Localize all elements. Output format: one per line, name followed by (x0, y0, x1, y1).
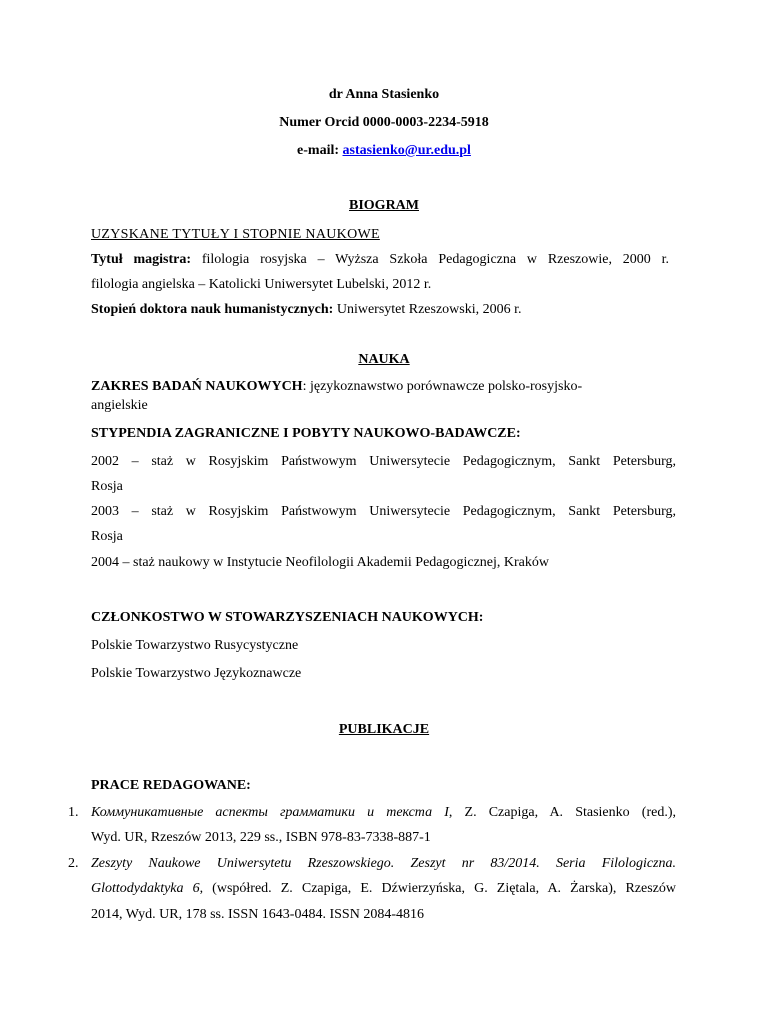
orcid-number: Numer Orcid 0000-0003-2234-5918 (279, 115, 489, 130)
membership-item-1: Polskie Towarzystwo Rusycystyczne (91, 638, 299, 653)
edited-works-heading: PRACE REDAGOWANE: (91, 778, 251, 793)
membership-item-2: Polskie Towarzystwo Językoznawcze (91, 666, 302, 681)
research-line-1 (91, 378, 676, 395)
doctor-value: Uniwersytet Rzeszowski, 2006 r. (336, 302, 522, 317)
research-line-2: angielskie (91, 398, 148, 413)
doctor-label: Stopień doktora nauk humanistycznych: (91, 302, 334, 317)
publication-2-line-2 (91, 880, 676, 897)
publikacje-heading: PUBLIKACJE (338, 722, 430, 737)
publication-2-line-3: 2014, Wyd. UR, 178 ss. ISSN 1643-0484. ISSN 2084-4816 (91, 907, 424, 922)
membership-heading: CZŁONKOSTWO W STOWARZYSZENIACH NAUKOWYCH: (91, 610, 484, 625)
magister-line-1 (91, 251, 669, 268)
publication-1-details: , Z. Czapiga, A. Stasienko (red.), (448, 805, 676, 820)
magister-value-1: filologia rosyjska – Wyższa Szkoła Pedagogiczna w Rzeszowie, 2000 r. (201, 252, 670, 267)
stipend-item-1-line-1: 2002 – staż w Rosyjskim Państwowym Uniwersytecie Pedagogicznym, Sankt Petersburg, (91, 454, 676, 469)
magister-label: Tytuł magistra: (91, 252, 191, 267)
publication-2-number: 2. (68, 856, 79, 871)
publication-2-title-part-2: Glottodydaktyka 6 (91, 881, 200, 896)
email-link[interactable]: astasienko@ur.edu.pl (342, 143, 471, 158)
publication-1-line-1 (91, 804, 676, 821)
research-value-1: : językoznawstwo porównawcze polsko-rosyjsko- (302, 379, 583, 394)
email-label: e-mail: (297, 143, 340, 158)
stipend-item-1-line-2: Rosja (91, 479, 123, 494)
publication-2-title: Zeszyty Naukowe Uniwersytetu Rzeszowskiego. Zeszyt nr 83/2014. Seria Filologiczna. (91, 856, 676, 871)
author-name: dr Anna Stasienko (328, 87, 440, 102)
stipends-heading: STYPENDIA ZAGRANICZNE I POBYTY NAUKOWO-BADAWCZE: (91, 426, 521, 441)
stipend-item-2-line-2: Rosja (91, 529, 123, 544)
magister-line-2: filologia angielska – Katolicki Uniwersytet Lubelski, 2012 r. (91, 277, 432, 292)
publication-1-title: Коммуникативные аспекты грамматики и текста I (91, 805, 449, 820)
publication-2-details: , (współred. Z. Czapiga, E. Dźwierzyńska, G. Ziętala, A. Żarska), Rzeszów (199, 881, 676, 896)
biogram-heading: BIOGRAM (349, 198, 419, 213)
publication-1-line-2: Wyd. UR, Rzeszów 2013, 229 ss., ISBN 978-83-7338-887-1 (91, 830, 431, 845)
doctor-line (91, 301, 676, 318)
nauka-heading: NAUKA (358, 352, 410, 367)
stipend-item-3-line-1: 2004 – staż naukowy w Instytucie Neofilologii Akademii Pedagogicznej, Kraków (91, 555, 550, 570)
stipend-item-2-line-1: 2003 – staż w Rosyjskim Państwowym Uniwersytecie Pedagogicznym, Sankt Petersburg, (91, 504, 676, 519)
research-label: ZAKRES BADAŃ NAUKOWYCH (91, 379, 303, 394)
email-line (0, 142, 768, 159)
publication-1-number: 1. (68, 805, 79, 820)
titles-heading: UZYSKANE TYTUŁY I STOPNIE NAUKOWE (91, 227, 380, 242)
